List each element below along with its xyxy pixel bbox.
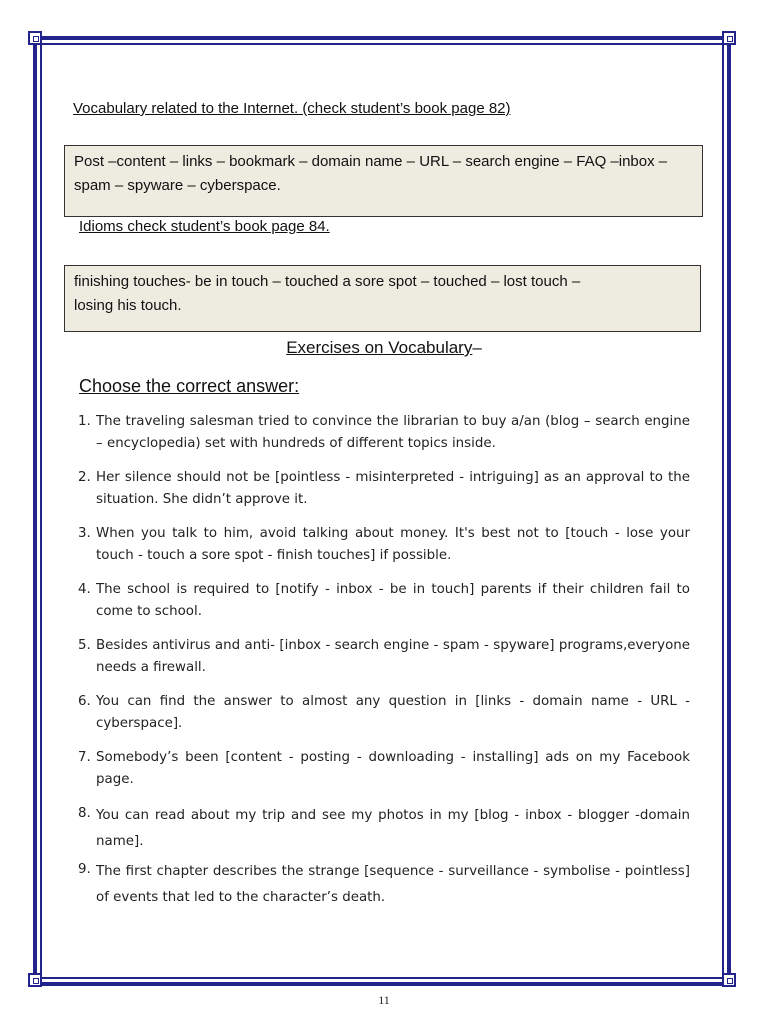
vocabulary-words: Post –content – links – bookmark – domain name – URL – search engine – FAQ –inbox – spam – spyware – cyberspace.: [74, 153, 668, 194]
question-text: The traveling salesman tried to convince the librarian to buy a/an (blog – search engine – encyclopedia) set with hundreds of different topics inside.: [96, 414, 690, 451]
question-number: 8.: [78, 806, 91, 821]
question-item: [78, 579, 690, 623]
question-item: [78, 747, 690, 791]
question-number: 1.: [78, 414, 91, 429]
exercises-title: [0, 338, 768, 358]
question-number: 4.: [78, 582, 91, 597]
question-item: [78, 467, 690, 511]
question-text: You can find the answer to almost any question in [links - domain name - URL -cyberspace].: [96, 694, 690, 731]
idioms-heading: Idioms check student’s book page 84.: [79, 218, 330, 235]
idioms-line-2: losing his touch.: [74, 297, 182, 314]
idioms-word-box: [64, 265, 701, 332]
question-text: Besides antivirus and anti- [inbox - search engine - spam - spyware] programs,everyone needs a firewall.: [96, 638, 690, 675]
vocabulary-heading: Vocabulary related to the Internet. (check student’s book page 82): [73, 100, 511, 117]
question-list: [78, 411, 690, 923]
question-text: You can read about my trip and see my photos in my [blog - inbox - blogger -domain name].: [96, 808, 690, 849]
question-number: 5.: [78, 638, 91, 653]
question-number: 9.: [78, 862, 91, 877]
border-corner-ornament: [28, 973, 42, 987]
question-item: [78, 803, 690, 855]
vocabulary-word-box: [64, 145, 703, 217]
question-number: 3.: [78, 526, 91, 541]
question-item: [78, 523, 690, 567]
question-number: 6.: [78, 694, 91, 709]
question-text: The first chapter describes the strange [sequence - surveillance - symbolise - pointless] of events that led to the character’s death.: [96, 864, 690, 905]
idioms-line-1: finishing touches- be in touch – touched a sore spot – touched – lost touch –: [74, 273, 581, 290]
question-item: [78, 859, 690, 911]
page-number: 11: [378, 993, 390, 1007]
question-text: When you talk to him, avoid talking about money. It's best not to [touch - lose your touch - touch a sore spot - finish touches] if possible.: [96, 526, 690, 563]
question-item: [78, 411, 690, 455]
question-number: 2.: [78, 470, 91, 485]
question-text: Somebody’s been [content - posting - downloading - installing] ads on my Facebook page.: [96, 750, 690, 787]
question-item: [78, 691, 690, 735]
question-item: [78, 635, 690, 679]
question-text: The school is required to [notify - inbox - be in touch] parents if their children fail to come to school.: [96, 582, 690, 619]
question-text: Her silence should not be [pointless - misinterpreted - intriguing] as an approval to the situation. She didn’t approve it.: [96, 470, 690, 507]
exercises-title-text: Exercises on Vocabulary: [286, 338, 473, 357]
border-corner-ornament: [722, 973, 736, 987]
exercises-title-suffix: –: [472, 338, 482, 357]
choose-heading: Choose the correct answer:: [79, 376, 300, 396]
question-number: 7.: [78, 750, 91, 765]
border-corner-ornament: [722, 31, 736, 45]
border-corner-ornament: [28, 31, 42, 45]
